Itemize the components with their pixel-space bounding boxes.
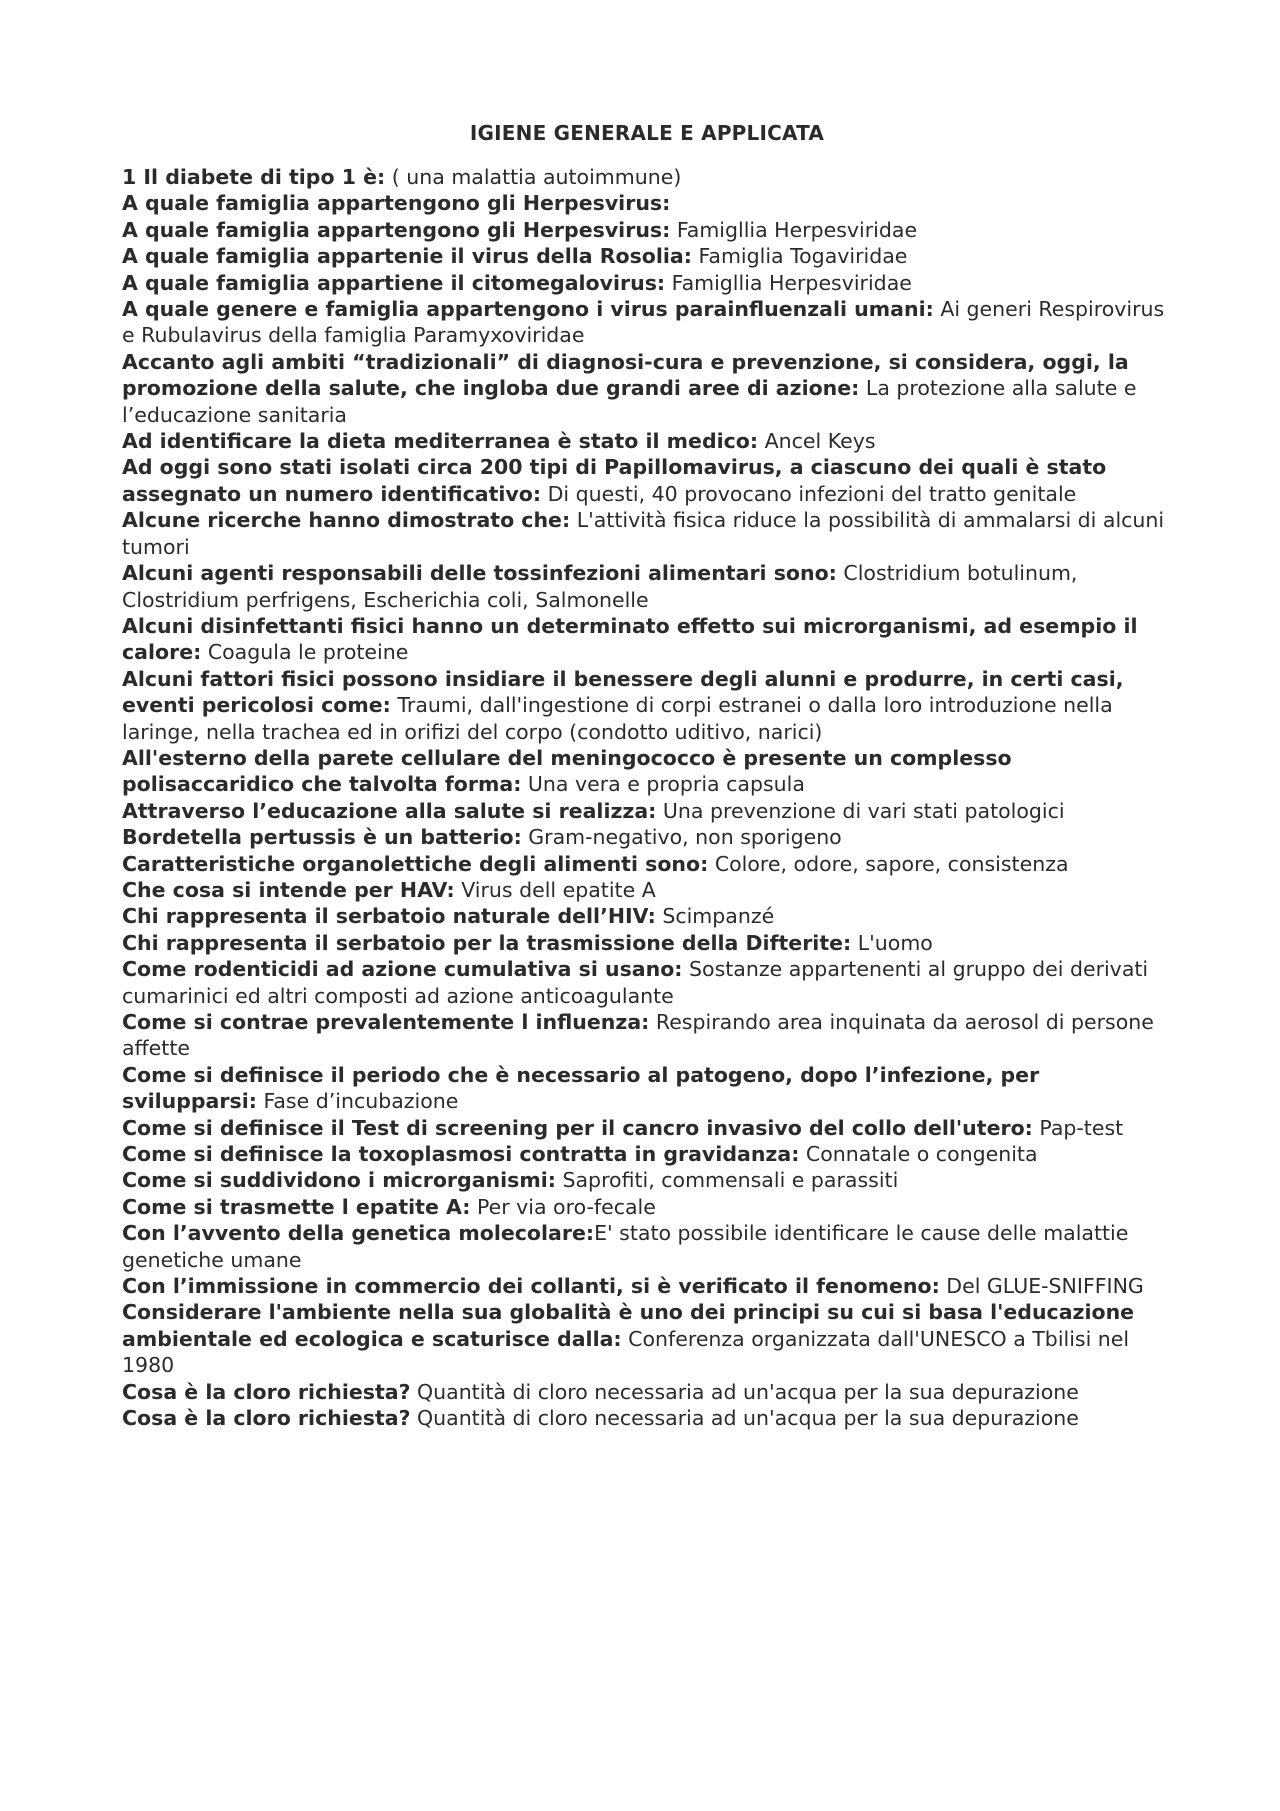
question-text: Ad identificare la dieta mediterranea è stato il medico: xyxy=(122,429,759,454)
question-text: Alcune ricerche hanno dimostrato che: xyxy=(122,508,571,533)
question-text: Con l’avvento della genetica molecolare: xyxy=(122,1221,595,1246)
question-text: Caratteristiche organolettiche degli alimenti sono: xyxy=(122,851,709,876)
qa-entry xyxy=(122,1194,1172,1220)
qa-entry xyxy=(122,428,1172,454)
answer-text: Sostanze appartenenti al gruppo dei derivati cumarinici ed altri composti ad azione anticoagulante xyxy=(122,957,1149,1008)
qa-entry xyxy=(122,956,1172,1009)
answer-text: Traumi, dall'ingestione di corpi estranei o dalla loro introduzione nella laringe, nella trachea ed in orifizi del corpo (condotto uditivo, narici) xyxy=(122,693,1113,744)
answer-text: Clostridium botulinum, Clostridium perfrigens, Escherichia coli, Salmonelle xyxy=(122,561,1078,612)
qa-entry xyxy=(122,507,1172,560)
qa-list xyxy=(122,164,1172,1432)
answer-text: Quantità di cloro necessaria ad un'acqua per la sua depurazione xyxy=(410,1406,1079,1431)
question-text: A quale genere e famiglia appartengono i virus parainfluenzali umani: xyxy=(122,297,934,322)
qa-entry xyxy=(122,851,1172,877)
qa-entry xyxy=(122,1379,1172,1405)
qa-entry xyxy=(122,190,1172,216)
question-text: Alcuni agenti responsabili delle tossinfezioni alimentari sono: xyxy=(122,561,837,586)
qa-entry xyxy=(122,454,1172,507)
answer-text: Una vera e propria capsula xyxy=(521,772,805,797)
qa-entry xyxy=(122,296,1172,349)
answer-text: Respirando area inquinata da aerosol di persone affette xyxy=(122,1010,1154,1061)
question-text: Come rodenticidi ad azione cumulativa si usano: xyxy=(122,957,683,982)
qa-entry xyxy=(122,217,1172,243)
qa-entry xyxy=(122,613,1172,666)
question-text: Come si definisce il Test di screening per il cancro invasivo del collo dell'utero: xyxy=(122,1115,1033,1140)
answer-text: Gram-negativo, non sporigeno xyxy=(521,825,842,850)
qa-entry xyxy=(122,164,1172,190)
question-text: A quale famiglia appartengono gli Herpesvirus: xyxy=(122,217,671,242)
qa-entry xyxy=(122,1273,1172,1299)
question-text: Considerare l'ambiente nella sua globalità è uno dei principi su cui si basa l'educazione ambientale ed ecologica e scaturisce dalla: xyxy=(122,1300,1135,1351)
question-text: Come si definisce il periodo che è necessario al patogeno, dopo l’infezione, per svilupparsi: xyxy=(122,1062,1040,1114)
qa-entry xyxy=(122,1141,1172,1167)
document-page xyxy=(122,120,1172,1432)
answer-text: L'attività fisica riduce la possibilità di ammalarsi di alcuni tumori xyxy=(122,508,1165,559)
answer-text: Fase d’incubazione xyxy=(256,1089,459,1114)
question-text: 1 Il diabete di tipo 1 è: xyxy=(122,165,386,189)
qa-entry xyxy=(122,349,1172,428)
question-text: Alcuni disinfettanti fisici hanno un determinato effetto sui microrganismi, ad esempio il calore: xyxy=(122,613,1138,665)
qa-entry xyxy=(122,1009,1172,1062)
answer-text: Saprofiti, commensali e parassiti xyxy=(555,1168,899,1193)
question-text: Come si contrae prevalentemente l influenza: xyxy=(122,1010,650,1034)
qa-entry xyxy=(122,1062,1172,1115)
qa-entry xyxy=(122,560,1172,613)
question-text: A quale famiglia appartengono gli Herpesvirus: xyxy=(122,191,671,216)
answer-text: Quantità di cloro necessaria ad un'acqua per la sua depurazione xyxy=(410,1379,1079,1404)
question-text: Che cosa si intende per HAV: xyxy=(122,877,455,902)
qa-entry xyxy=(122,877,1172,903)
answer-text: Connatale o congenita xyxy=(799,1142,1038,1167)
question-text: Bordetella pertussis è un batterio: xyxy=(122,825,522,850)
qa-entry xyxy=(122,824,1172,850)
qa-entry xyxy=(122,1167,1172,1193)
answer-text: Ancel Keys xyxy=(758,429,876,454)
question-text: Cosa è la cloro richiesta? xyxy=(122,1379,411,1404)
qa-entry xyxy=(122,666,1172,745)
qa-entry xyxy=(122,798,1172,824)
qa-entry xyxy=(122,903,1172,929)
answer-text: Famigllia Herpesviridae xyxy=(665,270,912,295)
qa-entry xyxy=(122,745,1172,798)
question-text: A quale famiglia appartiene il citomegalovirus: xyxy=(122,270,666,295)
answer-text: Di questi, 40 provocano infezioni del tratto genitale xyxy=(541,481,1077,506)
question-text: A quale famiglia appartenie il virus della Rosolia: xyxy=(122,244,692,269)
question-text: Con l’immissione in commercio dei collanti, si è verificato il fenomeno: xyxy=(122,1274,940,1299)
question-text: Alcuni fattori fisici possono insidiare il benessere degli alunni e produrre, in certi casi, eventi pericolosi come: xyxy=(122,666,1124,718)
question-text: Chi rappresenta il serbatoio per la trasmissione della Difterite: xyxy=(122,930,852,955)
question-text: Chi rappresenta il serbatoio naturale dell’HIV: xyxy=(122,904,656,929)
answer-text: Del GLUE-SNIFFING xyxy=(939,1274,1144,1299)
answer-text: Coagula le proteine xyxy=(201,640,409,665)
question-text: Ad oggi sono stati isolati circa 200 tipi di Papillomavirus, a ciascuno dei quali è stato assegnato un numero identificativo: xyxy=(122,455,1107,506)
answer-text: Colore, odore, sapore, consistenza xyxy=(708,851,1069,876)
qa-entry xyxy=(122,1220,1172,1273)
answer-text: Ai generi Respirovirus e Rubulavirus della famiglia Paramyxoviridae xyxy=(122,297,1165,348)
answer-text: E' stato possibile identificare le cause delle malattie genetiche umane xyxy=(122,1221,1129,1272)
qa-entry xyxy=(122,930,1172,956)
answer-text: Famiglia Togaviridae xyxy=(691,244,908,269)
answer-text: Per via oro-fecale xyxy=(470,1194,656,1219)
qa-entry xyxy=(122,1299,1172,1378)
question-text: Cosa è la cloro richiesta? xyxy=(122,1406,411,1431)
qa-entry xyxy=(122,243,1172,269)
qa-entry xyxy=(122,1405,1172,1431)
answer-text: Famigllia Herpesviridae xyxy=(670,217,918,242)
question-text: All'esterno della parete cellulare del meningococco è presente un complesso polisaccaridico che talvolta forma: xyxy=(122,745,1012,797)
question-text: Attraverso l’educazione alla salute si realizza: xyxy=(122,798,657,823)
answer-text: Una prevenzione di vari stati patologici xyxy=(656,798,1065,823)
answer-text: Conferenza organizzata dall'UNESCO a Tbilisi nel 1980 xyxy=(122,1326,1130,1378)
document-title: IGIENE GENERALE E APPLICATA xyxy=(469,121,825,145)
answer-text: L'uomo xyxy=(851,930,933,955)
answer-text: Pap-test xyxy=(1032,1115,1124,1140)
answer-text: Virus dell epatite A xyxy=(454,877,656,902)
answer-text: La protezione alla salute e l’educazione sanitaria xyxy=(122,376,1137,427)
answer-text: Scimpanzé xyxy=(655,904,775,929)
question-text: Accanto agli ambiti “tradizionali” di diagnosi-cura e prevenzione, si considera, oggi, la promozione della salute, che ingloba due grandi aree di azione: xyxy=(122,349,1129,401)
answer-text: ( una malattia autoimmune) xyxy=(385,165,682,189)
question-text: Come si definisce la toxoplasmosi contratta in gravidanza: xyxy=(122,1142,800,1167)
qa-entry xyxy=(122,1115,1172,1141)
qa-entry xyxy=(122,270,1172,296)
question-text: Come si trasmette l epatite A: xyxy=(122,1194,471,1219)
question-text: Come si suddividono i microrganismi: xyxy=(122,1168,556,1193)
